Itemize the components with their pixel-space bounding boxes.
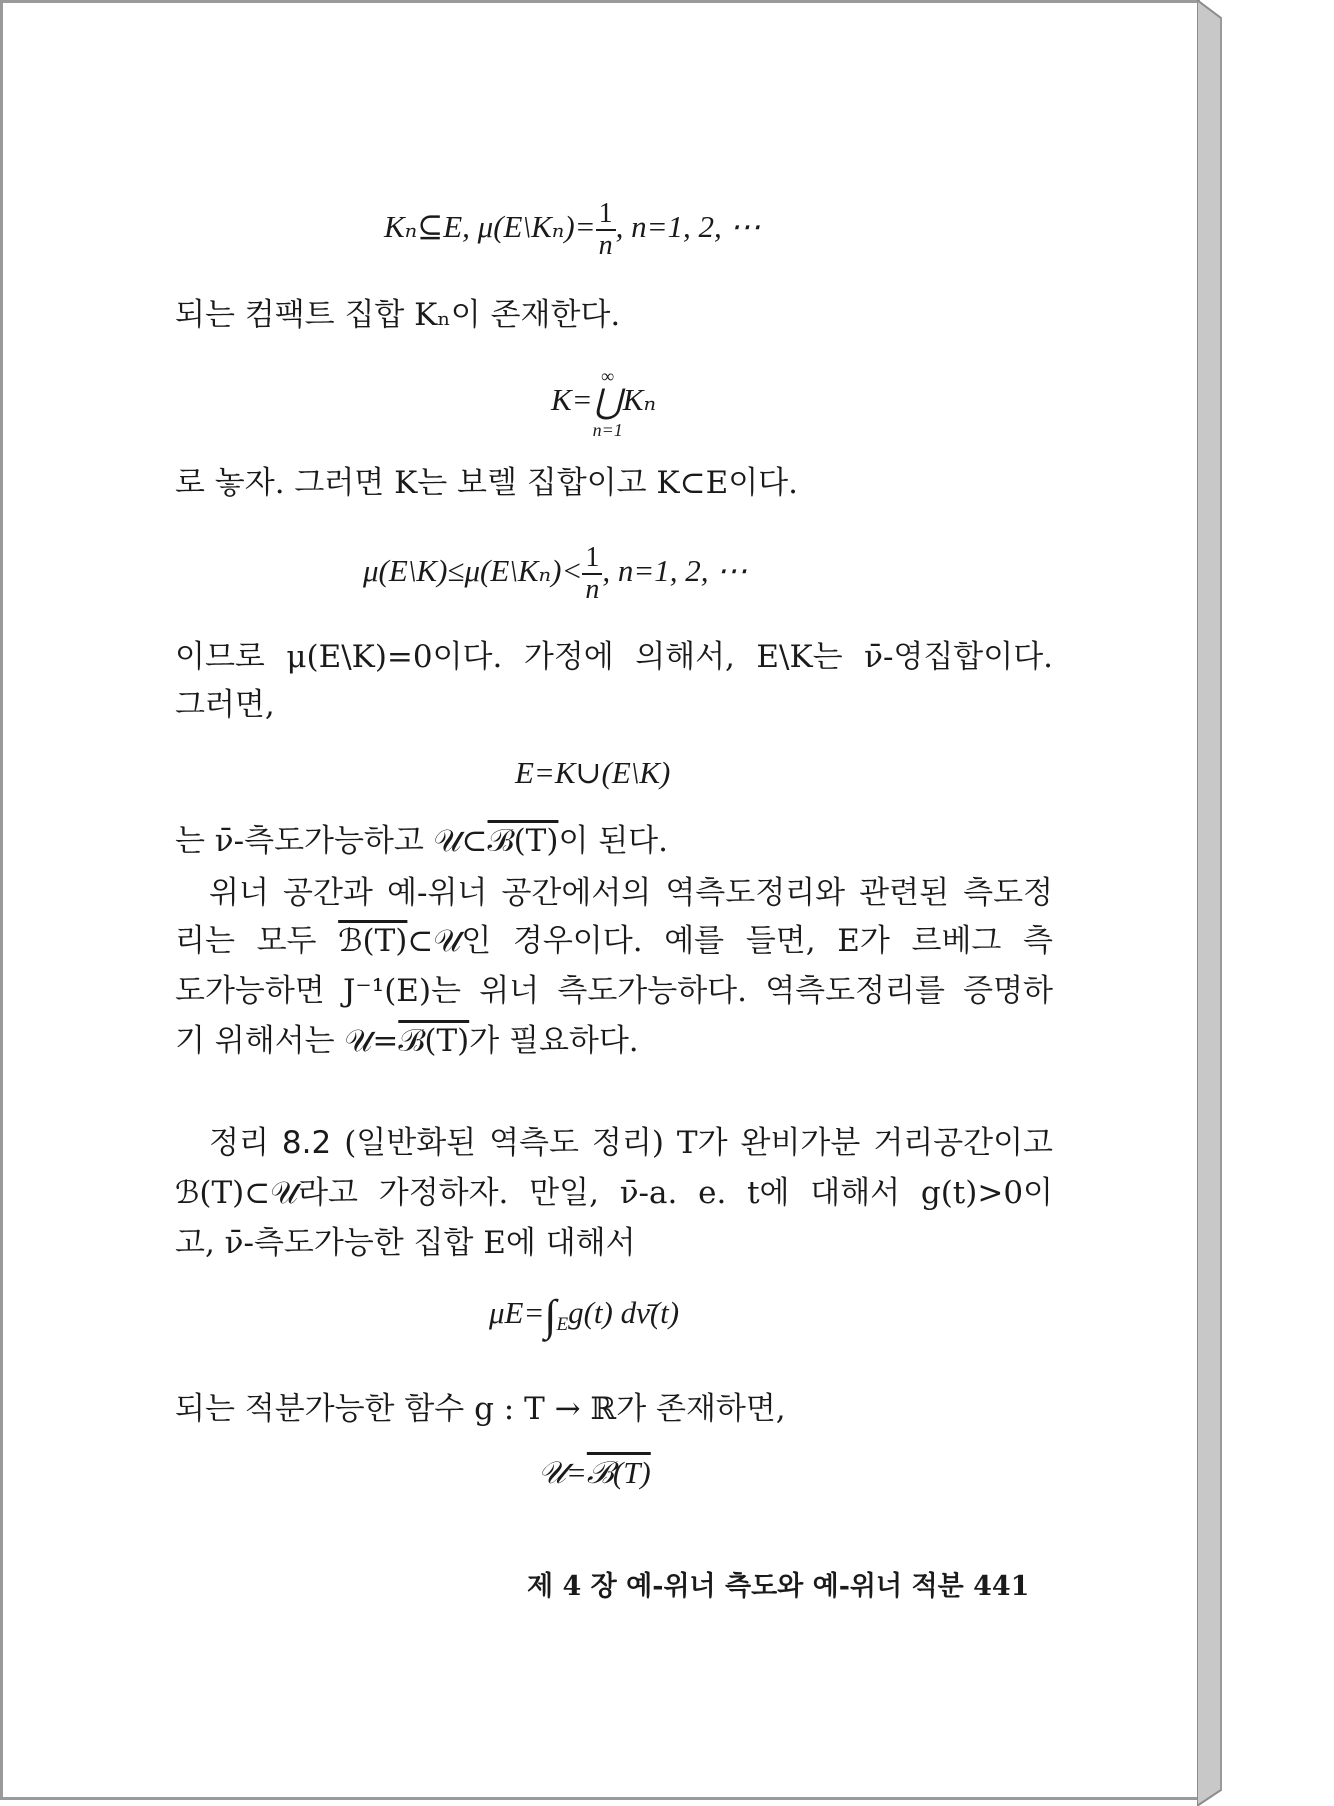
equation-part: g(t) dν̄(t) <box>568 1295 680 1330</box>
equation-part: , n=1, 2, ⋯ <box>602 553 748 589</box>
fraction <box>596 199 616 261</box>
equation-set-decomposition: E=K∪(E\K) <box>515 755 671 790</box>
page-footer: 제 4 장 예-위너 측도와 예-위너 적분 441 <box>527 1571 1030 1602</box>
text-justified: 이므로 μ(E\K)=0이다. 가정에 의해서, E\K는 ν̄-영집합이다. <box>175 639 1053 675</box>
text-part: 이 된다. <box>558 823 668 859</box>
equation-part: K= <box>551 382 593 418</box>
equation-conclusion <box>538 1455 651 1491</box>
equation-part: 𝒰= <box>538 1455 587 1490</box>
text-line: 그러면, <box>175 687 275 723</box>
text-line <box>175 1175 1053 1211</box>
text-part: 기 위해서는 𝒰= <box>175 1023 399 1059</box>
equation-part: Kₙ⊆E, μ(E\Kₙ)= <box>384 209 596 245</box>
text-line: 되는 컴팩트 집합 Kₙ이 존재한다. <box>175 297 621 333</box>
text-justified <box>209 1125 1053 1161</box>
equation-integral <box>489 1290 680 1343</box>
text-justified <box>175 923 1053 959</box>
fraction <box>582 543 602 605</box>
theorem-heading <box>209 1125 1053 1161</box>
overlined-term: ℬ(T) <box>586 1455 651 1490</box>
text-line <box>175 1023 639 1059</box>
text-part: 는 ν̄-측도가능하고 𝒰⊂ <box>175 823 488 859</box>
text-part: ⊂𝒰인 경우이다. 예를 들면, E가 르베그 측 <box>407 923 1053 959</box>
text-line <box>175 973 1053 1009</box>
text-line <box>209 875 1053 911</box>
union-upper-limit: ∞ <box>601 366 615 386</box>
equation-part: Kₙ <box>622 382 657 418</box>
text-line <box>175 639 1053 675</box>
equation-union <box>551 365 656 441</box>
text-line <box>175 823 668 859</box>
overlined-term: ℬ(T) <box>398 1023 470 1059</box>
text-justified: ℬ(T)⊂𝒰라고 가정하자. 만일, ν̄-a. e. t에 대해서 g(t)>0이 <box>175 1175 1053 1211</box>
theorem-title: (일반화된 역측도 정리) T가 완비가분 거리공간이고 <box>331 1125 1053 1161</box>
fraction-numerator: 1 <box>596 199 616 231</box>
text-line: 되는 적분가능한 함수 g : T → ℝ가 존재하면, <box>175 1391 786 1427</box>
equation-part: μE= <box>489 1295 545 1330</box>
big-union <box>593 365 623 441</box>
theorem-label: 정리 8.2 <box>209 1125 332 1161</box>
overlined-term: ℬ(T) <box>487 823 559 859</box>
text-part: 리는 모두 <box>175 923 339 959</box>
text-part: 가 필요하다. <box>469 1023 639 1059</box>
text-justified: 도가능하면 J⁻¹(E)는 위너 측도가능하다. 역측도정리를 증명하 <box>175 973 1053 1009</box>
fraction-denominator: n <box>598 230 613 261</box>
page-edge-shadow <box>1197 0 1237 1806</box>
equation-compact-sets <box>384 199 761 261</box>
text-line: 고, ν̄-측도가능한 집합 E에 대해서 <box>175 1225 636 1261</box>
union-symbol: ⋃ <box>593 384 622 421</box>
integral-symbol: ∫ <box>544 1290 557 1340</box>
text-line: 로 놓자. 그러면 K는 보렐 집합이고 K⊂E이다. <box>175 465 798 501</box>
text-line <box>175 923 1053 959</box>
fraction-numerator: 1 <box>582 543 602 575</box>
fraction-denominator: n <box>585 574 600 605</box>
union-lower-limit: n=1 <box>592 420 623 440</box>
equation-part: μ(E\K)≤μ(E\Kₙ)< <box>363 553 583 589</box>
equation-measure-inequality <box>363 543 747 605</box>
equation-part: , n=1, 2, ⋯ <box>615 209 761 245</box>
text-justified: 위너 공간과 예-위너 공간에서의 역측도정리와 관련된 측도정 <box>209 875 1053 911</box>
overlined-term: ℬ(T) <box>338 923 408 959</box>
integral-domain: E <box>556 1314 569 1336</box>
